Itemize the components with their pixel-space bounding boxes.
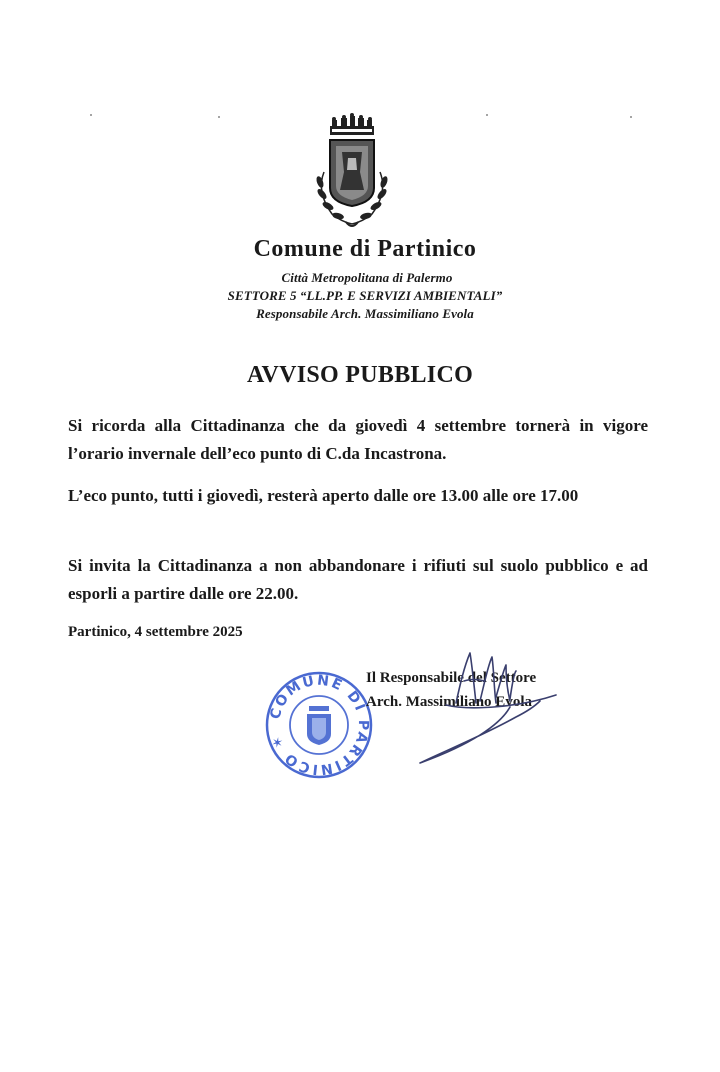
organization-name: Comune di Partinico: [253, 236, 477, 262]
scan-speck: [218, 116, 220, 118]
place-date: Partinico, 4 settembre 2025: [68, 624, 243, 640]
municipal-crest-icon: [302, 112, 402, 234]
scan-speck: [90, 114, 92, 116]
letterhead-line-1: Città Metropolitana di Palermo: [281, 270, 453, 285]
signatory-name: Arch. Massimiliano Evola: [366, 694, 532, 710]
notice-paragraph-2: L’eco punto, tutti i giovedì, resterà aperto dalle ore 13.00 alle ore 17.00: [68, 486, 579, 505]
official-stamp-icon: [262, 668, 376, 782]
svg-text:COMUNE DI PARTINICO ✶: COMUNE DI PARTINICO ✶: [267, 672, 372, 778]
letterhead-line-2: SETTORE 5 “LL.PP. E SERVIZI AMBIENTALI”: [227, 288, 503, 303]
letterhead-line-3: Responsabile Arch. Massimiliano Evola: [256, 306, 474, 321]
scan-speck: [630, 116, 632, 118]
notice-paragraph-3: Si invita la Cittadinanza a non abbandonare i rifiuti sul suolo pubblico e ad esporli a partire dalle ore 22.00.: [68, 556, 648, 603]
scan-speck: [486, 114, 488, 116]
handwritten-signature: [360, 645, 590, 765]
notice-paragraph-1: Si ricorda alla Cittadinanza che da giovedì 4 settembre tornerà in vigore l’orario invernale dell’eco punto di C.da Incastrona.: [68, 416, 648, 463]
signatory-role: Il Responsabile del Settore: [366, 670, 537, 686]
notice-title: AVVISO PUBBLICO: [246, 362, 474, 388]
